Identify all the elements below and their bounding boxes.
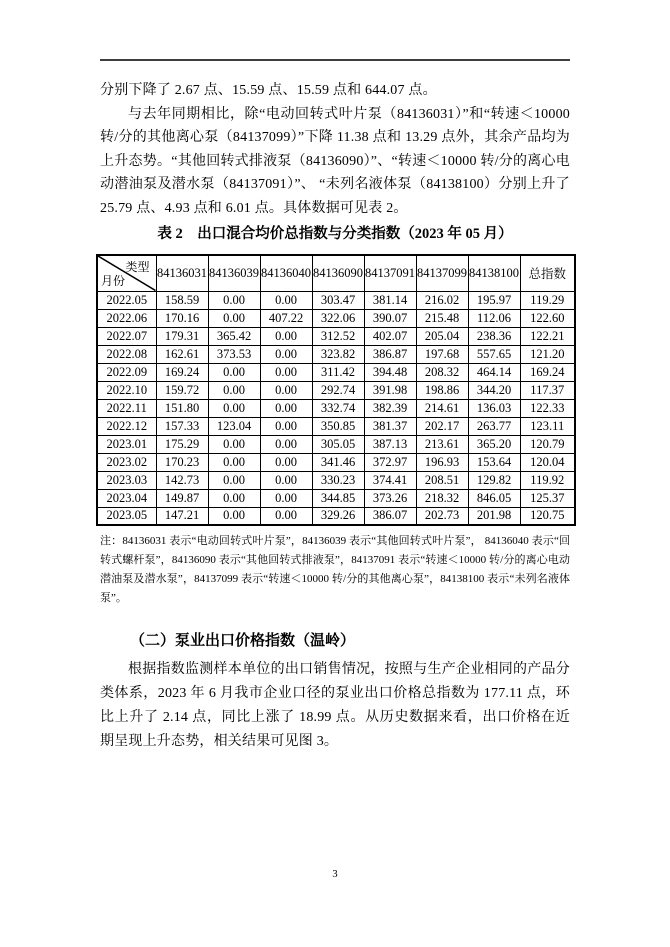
value-cell: 238.36 [468, 327, 520, 345]
table-row [97, 363, 575, 381]
month-cell: 2023.01 [97, 435, 156, 453]
total-index-cell: 120.79 [520, 435, 575, 453]
month-cell: 2022.08 [97, 345, 156, 363]
value-cell: 112.06 [468, 309, 520, 327]
table-row [97, 399, 575, 417]
column-header: 84136031 [156, 255, 208, 291]
value-cell: 198.86 [416, 381, 468, 399]
value-cell: 169.24 [156, 363, 208, 381]
value-cell: 329.26 [312, 507, 364, 525]
column-header: 84136090 [312, 255, 364, 291]
value-cell: 158.59 [156, 291, 208, 309]
value-cell: 0.00 [208, 507, 260, 525]
export-price-index-table [96, 254, 576, 526]
value-cell: 213.61 [416, 435, 468, 453]
value-cell: 0.00 [260, 489, 312, 507]
total-index-cell: 122.33 [520, 399, 575, 417]
table-row [97, 309, 575, 327]
value-cell: 175.29 [156, 435, 208, 453]
column-header: 84138100 [468, 255, 520, 291]
value-cell: 147.21 [156, 507, 208, 525]
month-cell: 2022.09 [97, 363, 156, 381]
value-cell: 215.48 [416, 309, 468, 327]
value-cell: 382.39 [364, 399, 416, 417]
value-cell: 373.53 [208, 345, 260, 363]
table-row [97, 435, 575, 453]
header-rule [100, 59, 570, 61]
value-cell: 0.00 [208, 309, 260, 327]
value-cell: 323.82 [312, 345, 364, 363]
value-cell: 391.98 [364, 381, 416, 399]
value-cell: 0.00 [260, 435, 312, 453]
total-index-cell: 119.92 [520, 471, 575, 489]
value-cell: 387.13 [364, 435, 416, 453]
month-cell: 2022.11 [97, 399, 156, 417]
value-cell: 374.41 [364, 471, 416, 489]
value-cell: 292.74 [312, 381, 364, 399]
value-cell: 372.97 [364, 453, 416, 471]
table-row [97, 489, 575, 507]
value-cell: 464.14 [468, 363, 520, 381]
value-cell: 0.00 [208, 435, 260, 453]
value-cell: 0.00 [260, 507, 312, 525]
value-cell: 201.98 [468, 507, 520, 525]
value-cell: 197.68 [416, 345, 468, 363]
corner-label-month: 月份 [101, 273, 126, 288]
month-cell: 2023.05 [97, 507, 156, 525]
table-row [97, 417, 575, 435]
value-cell: 350.85 [312, 417, 364, 435]
value-cell: 322.06 [312, 309, 364, 327]
month-cell: 2023.03 [97, 471, 156, 489]
value-cell: 332.74 [312, 399, 364, 417]
value-cell: 390.07 [364, 309, 416, 327]
total-index-cell: 121.20 [520, 345, 575, 363]
value-cell: 196.93 [416, 453, 468, 471]
value-cell: 303.47 [312, 291, 364, 309]
value-cell: 123.04 [208, 417, 260, 435]
value-cell: 136.03 [468, 399, 520, 417]
table-row [97, 291, 575, 309]
value-cell: 0.00 [208, 363, 260, 381]
value-cell: 365.42 [208, 327, 260, 345]
value-cell: 162.61 [156, 345, 208, 363]
value-cell: 0.00 [260, 345, 312, 363]
table-header-row [97, 255, 575, 291]
table-row [97, 381, 575, 399]
value-cell: 407.22 [260, 309, 312, 327]
value-cell: 218.32 [416, 489, 468, 507]
value-cell: 0.00 [260, 453, 312, 471]
value-cell: 402.07 [364, 327, 416, 345]
value-cell: 373.26 [364, 489, 416, 507]
value-cell: 311.42 [312, 363, 364, 381]
value-cell: 386.07 [364, 507, 416, 525]
value-cell: 151.80 [156, 399, 208, 417]
value-cell: 214.61 [416, 399, 468, 417]
paragraph-yoy-comparison: 与去年同期相比，除“电动回转式叶片泵（84136031）”和“转速＜10000 转/分的其他离心泵（84137099）”下降 11.38 点和 13.29 点外，其余产品均为上升态势。“其他回转式排液泵（84136090）”、“转速＜10000 转/分的离心电动潜油泵及潜水泵（84137091）”、 “未列名液体泵（84138100）分别上升了 25.79 点、4.93 点和 6.01 点。具体数据可见表 2。 [100, 106, 570, 216]
value-cell: 157.33 [156, 417, 208, 435]
value-cell: 381.14 [364, 291, 416, 309]
value-cell: 0.00 [260, 381, 312, 399]
paragraph-continuation: 分别下降了 2.67 点、15.59 点、15.59 点和 644.07 点。 [100, 83, 437, 98]
month-cell: 2023.04 [97, 489, 156, 507]
month-cell: 2023.02 [97, 453, 156, 471]
value-cell: 0.00 [260, 327, 312, 345]
value-cell: 0.00 [208, 471, 260, 489]
value-cell: 129.82 [468, 471, 520, 489]
value-cell: 344.85 [312, 489, 364, 507]
section-paragraph: 根据指数监测样本单位的出口销售情况，按照与生产企业相同的产品分类体系，2023 年 6 月我市企业口径的泵业出口价格总指数为 177.11 点，环比上升了 2.14 点，同比上涨了 18.99 点。从历史数据来看，出口价格在近期呈现上升态势，相关结果可见图 3。 [100, 662, 570, 749]
table-corner-cell [97, 255, 156, 291]
table-row [97, 507, 575, 525]
value-cell: 208.51 [416, 471, 468, 489]
value-cell: 0.00 [260, 291, 312, 309]
column-header: 84136039 [208, 255, 260, 291]
value-cell: 179.31 [156, 327, 208, 345]
value-cell: 305.05 [312, 435, 364, 453]
month-cell: 2022.10 [97, 381, 156, 399]
value-cell: 0.00 [208, 291, 260, 309]
table-row [97, 345, 575, 363]
value-cell: 205.04 [416, 327, 468, 345]
total-index-cell: 122.21 [520, 327, 575, 345]
value-cell: 216.02 [416, 291, 468, 309]
table-title: 表 2 出口混合均价总指数与分类指数（2023 年 05 月） [157, 226, 513, 242]
value-cell: 159.72 [156, 381, 208, 399]
table-row [97, 471, 575, 489]
total-index-cell: 169.24 [520, 363, 575, 381]
column-header-total: 总指数 [520, 255, 575, 291]
value-cell: 365.20 [468, 435, 520, 453]
value-cell: 381.37 [364, 417, 416, 435]
value-cell: 0.00 [208, 381, 260, 399]
value-cell: 0.00 [260, 471, 312, 489]
value-cell: 202.73 [416, 507, 468, 525]
value-cell: 153.64 [468, 453, 520, 471]
table-row [97, 327, 575, 345]
value-cell: 0.00 [208, 489, 260, 507]
table-footnote: 注：84136031 表示“电动回转式叶片泵”，84136039 表示“其他回转式叶片泵”， 84136040 表示“回转式螺杆泵”，84136090 表示“其他回转式排液泵”，84137091 表示“转速＜10000 转/分的离心电动潜油泵及潜水泵”，84137099 表示“转速＜10000 转/分的其他离心泵”，84138100 表示“未列名液体泵”。 [100, 535, 570, 604]
month-cell: 2022.06 [97, 309, 156, 327]
value-cell: 344.20 [468, 381, 520, 399]
value-cell: 0.00 [260, 363, 312, 381]
value-cell: 341.46 [312, 453, 364, 471]
value-cell: 0.00 [260, 417, 312, 435]
column-header: 84137091 [364, 255, 416, 291]
table-row [97, 453, 575, 471]
value-cell: 170.16 [156, 309, 208, 327]
page-content [100, 79, 570, 754]
value-cell: 208.32 [416, 363, 468, 381]
total-index-cell: 120.04 [520, 453, 575, 471]
table-body [97, 291, 575, 525]
total-index-cell: 125.37 [520, 489, 575, 507]
value-cell: 263.77 [468, 417, 520, 435]
value-cell: 142.73 [156, 471, 208, 489]
value-cell: 330.23 [312, 471, 364, 489]
value-cell: 386.87 [364, 345, 416, 363]
total-index-cell: 119.29 [520, 291, 575, 309]
column-header: 84137099 [416, 255, 468, 291]
column-header: 84136040 [260, 255, 312, 291]
total-index-cell: 122.60 [520, 309, 575, 327]
total-index-cell: 117.37 [520, 381, 575, 399]
total-index-cell: 123.11 [520, 417, 575, 435]
value-cell: 312.52 [312, 327, 364, 345]
value-cell: 202.17 [416, 417, 468, 435]
month-cell: 2022.05 [97, 291, 156, 309]
value-cell: 0.00 [208, 399, 260, 417]
value-cell: 195.97 [468, 291, 520, 309]
corner-label-type: 类型 [125, 260, 150, 274]
value-cell: 557.65 [468, 345, 520, 363]
section-heading: （二）泵业出口价格指数（温岭） [130, 633, 356, 649]
value-cell: 0.00 [260, 399, 312, 417]
value-cell: 394.48 [364, 363, 416, 381]
value-cell: 0.00 [208, 453, 260, 471]
month-cell: 2022.07 [97, 327, 156, 345]
month-cell: 2022.12 [97, 417, 156, 435]
total-index-cell: 120.75 [520, 507, 575, 525]
value-cell: 170.23 [156, 453, 208, 471]
value-cell: 846.05 [468, 489, 520, 507]
page-number: 3 [332, 869, 338, 880]
value-cell: 149.87 [156, 489, 208, 507]
